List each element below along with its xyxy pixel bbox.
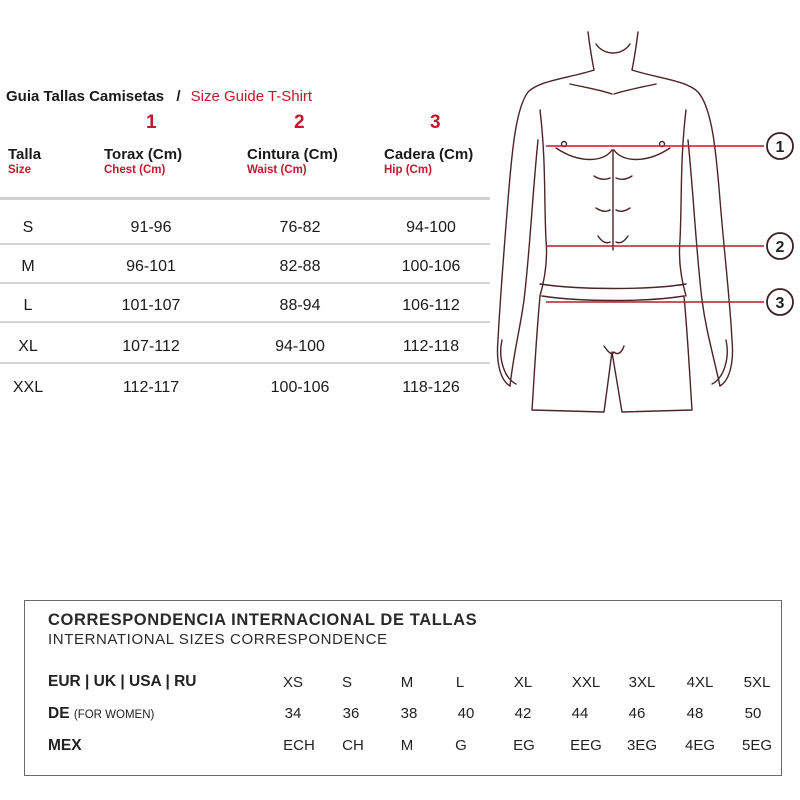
intl-value: S [341, 674, 353, 691]
intl-row-label-text: MEX [48, 737, 82, 754]
intl-value: 48 [686, 705, 704, 722]
hip-cell: 112-118 [402, 338, 460, 355]
size-cell: M [21, 258, 35, 275]
intl-value: 46 [628, 705, 646, 722]
chest-cell: 91-96 [130, 219, 172, 236]
row-divider [0, 362, 490, 364]
intl-value: 5XL [743, 674, 771, 691]
intl-value: 5EG [741, 737, 773, 754]
marker-3: 3 [775, 295, 785, 312]
size-cell: XXL [12, 379, 44, 396]
intl-value: L [455, 674, 465, 691]
column-header-waist-en: Waist (Cm) [247, 164, 307, 176]
intl-row-note: (FOR WOMEN) [73, 709, 155, 721]
marker-2: 2 [775, 239, 785, 256]
chest-cell: 107-112 [122, 338, 180, 355]
row-divider [0, 243, 490, 245]
intl-value: 44 [571, 705, 589, 722]
international-sizes-box [24, 600, 782, 776]
waist-cell: 82-88 [279, 258, 321, 275]
column-header-waist-es: Cintura (Cm) [247, 146, 338, 163]
chest-cell: 96-101 [126, 258, 176, 275]
column-number-hip: 3 [430, 112, 441, 133]
column-number-waist: 2 [294, 112, 305, 133]
size-cell: S [22, 219, 34, 236]
international-title: CORRESPONDENCIA INTERNACIONAL DE TALLAS [48, 611, 478, 629]
column-number-chest: 1 [146, 112, 157, 133]
marker-1: 1 [775, 139, 785, 156]
intl-value: G [455, 737, 467, 754]
intl-value: 38 [400, 705, 418, 722]
intl-row-label-text: EUR | UK | USA | RU [48, 673, 197, 690]
intl-value: 3EG [626, 737, 658, 754]
intl-value: ECH [283, 737, 315, 754]
intl-value: EEG [570, 737, 602, 754]
waist-cell: 100-106 [270, 379, 330, 396]
row-divider [0, 321, 490, 323]
header-divider [0, 197, 490, 200]
intl-value: 3XL [628, 674, 656, 691]
column-header-hip-es: Cadera (Cm) [384, 146, 474, 163]
intl-value: XS [282, 674, 304, 691]
page-title [6, 88, 312, 105]
intl-value: 4EG [684, 737, 716, 754]
column-header-chest-es: Torax (Cm) [104, 146, 183, 163]
chest-cell: 101-107 [121, 297, 181, 314]
size-cell: XL [18, 338, 38, 355]
column-header-chest [104, 146, 182, 176]
intl-value: 34 [284, 705, 302, 722]
intl-value: 50 [744, 705, 762, 722]
intl-value: M [400, 674, 414, 691]
column-header-chest-en: Chest (Cm) [104, 164, 166, 176]
body-illustration [490, 25, 800, 425]
intl-value: 42 [514, 705, 532, 722]
column-header-size [8, 146, 41, 176]
intl-value: M [400, 737, 414, 754]
column-header-hip-en: Hip (Cm) [384, 164, 432, 176]
column-header-size-es: Talla [8, 146, 42, 163]
size-cell: L [23, 297, 33, 314]
hip-cell: 94-100 [406, 219, 456, 236]
column-header-size-en: Size [8, 164, 32, 176]
intl-value: XXL [571, 674, 601, 691]
intl-row-label [48, 737, 82, 755]
title-en: Size Guide T-Shirt [190, 88, 313, 105]
column-header-waist [247, 146, 338, 176]
hip-cell: 118-126 [402, 379, 460, 396]
intl-row-label [48, 673, 197, 691]
title-separator: / [176, 88, 181, 105]
row-divider [0, 282, 490, 284]
intl-row-label-text: DE [48, 705, 70, 722]
intl-value: 4XL [686, 674, 714, 691]
waist-cell: 94-100 [275, 338, 325, 355]
intl-value: XL [513, 674, 533, 691]
intl-value: EG [513, 737, 535, 754]
hip-cell: 106-112 [402, 297, 460, 314]
intl-row-label [48, 705, 154, 723]
intl-value: 40 [457, 705, 475, 722]
hip-cell: 100-106 [401, 258, 461, 275]
column-header-hip [384, 146, 473, 176]
waist-cell: 76-82 [279, 219, 321, 236]
international-subtitle: INTERNATIONAL SIZES CORRESPONDENCE [48, 631, 388, 648]
chest-cell: 112-117 [122, 379, 180, 396]
intl-value: 36 [342, 705, 360, 722]
title-es: Guia Tallas Camisetas [6, 88, 165, 105]
waist-cell: 88-94 [279, 297, 321, 314]
intl-value: CH [342, 737, 364, 754]
